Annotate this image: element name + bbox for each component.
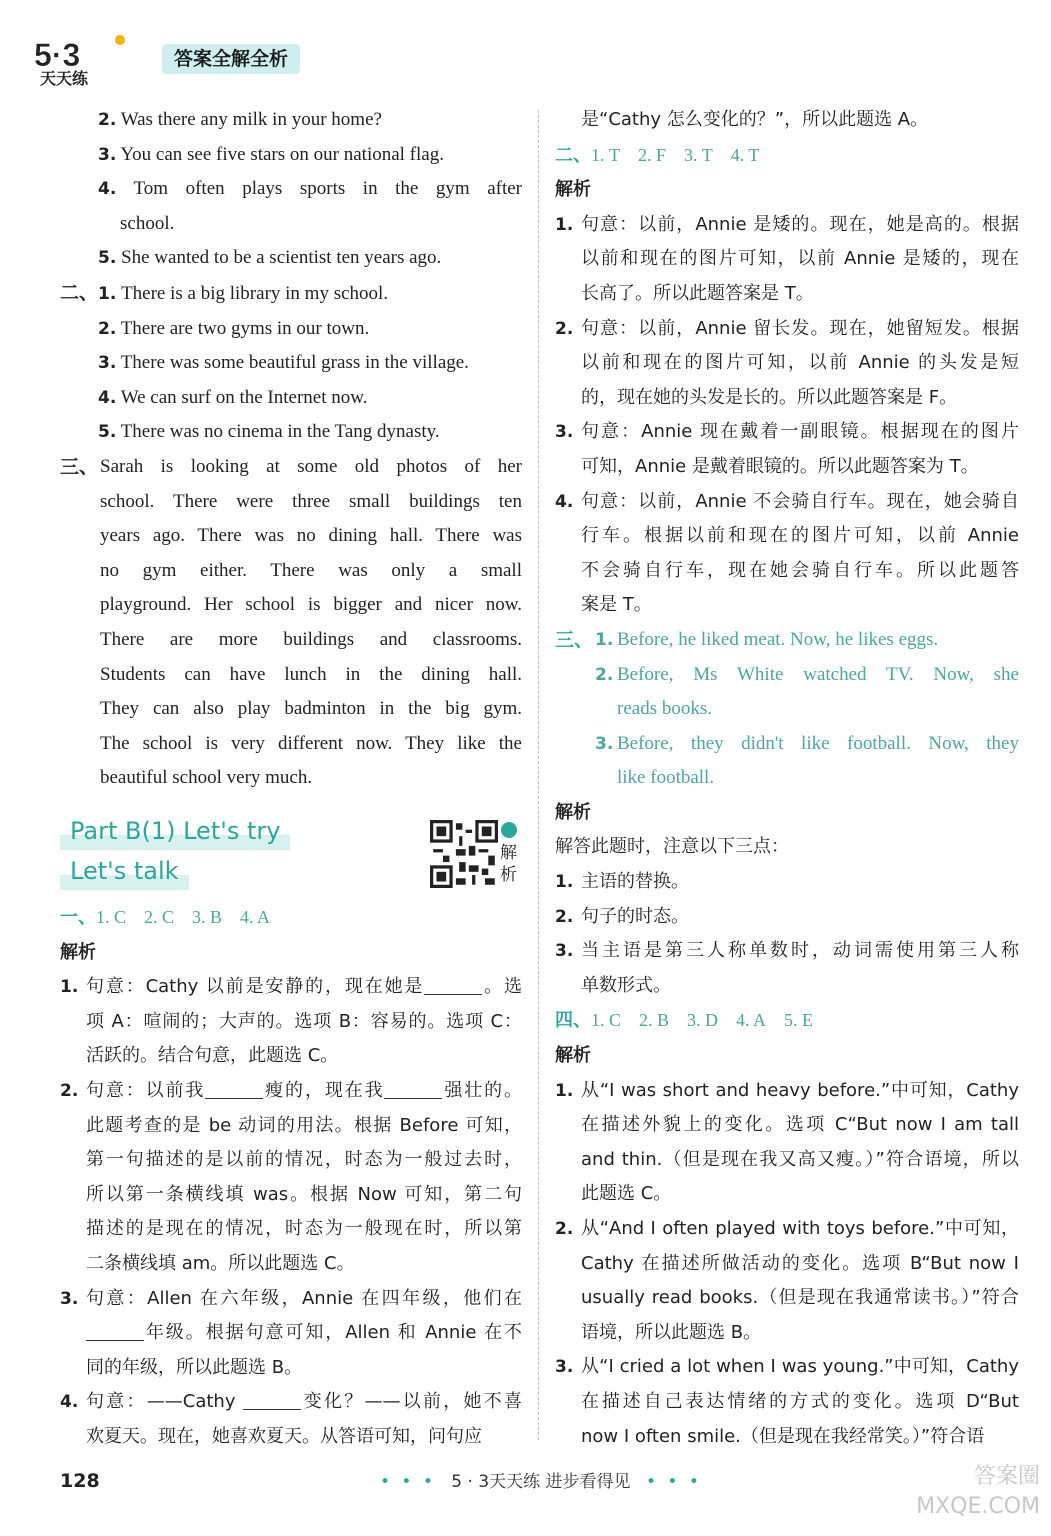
note-line xyxy=(60,1143,522,1178)
page-number: 128 xyxy=(60,1470,100,1492)
note-line xyxy=(555,277,1019,312)
fill-blank xyxy=(205,1078,263,1099)
note-number: 1. xyxy=(555,872,574,893)
answer3-number: 1. xyxy=(595,629,614,650)
unit2-item xyxy=(60,415,522,450)
note-text: 句意：——Cathy 变化？——以前，她不喜 xyxy=(86,1391,522,1413)
item-text: There is a big library in my school. xyxy=(116,282,389,304)
note-text: 主语的替换。 xyxy=(581,871,689,893)
note-text: 句意：Allen 在六年级，Annie 在四年级，他们在 xyxy=(86,1287,522,1309)
note-text: usually read books.（但是现在我通常读书。）”符合 xyxy=(581,1287,1019,1309)
left-notes xyxy=(60,900,522,1455)
section-marker: 二、 xyxy=(60,281,99,304)
note-text: 年级。根据句意可知，Allen 和 Annie 在不 xyxy=(86,1322,522,1343)
note-line xyxy=(60,1178,522,1213)
brand-logo xyxy=(30,30,130,90)
note-number: 2. xyxy=(555,318,574,339)
note-text: 同的年级，所以此题选 B。 xyxy=(86,1356,303,1378)
item-number: 2. xyxy=(98,110,117,130)
note-line xyxy=(555,1420,1019,1455)
note-line xyxy=(555,346,1019,381)
item-text: There was some beautiful grass in the village. xyxy=(116,352,469,374)
passage-line xyxy=(60,519,522,554)
note-text: 案是 T。 xyxy=(581,594,652,616)
unit2-item xyxy=(60,346,522,381)
passage-line xyxy=(60,450,522,485)
unit2-item xyxy=(60,381,522,416)
answer-item: 3. B xyxy=(192,907,223,927)
answer3-line xyxy=(555,761,1019,796)
answer3-line xyxy=(555,623,1019,658)
answers-3 xyxy=(555,623,1019,796)
note-text: Cathy 在描述所做活动的变化。选项 B“But now I xyxy=(581,1252,1019,1274)
item-number: 3. xyxy=(98,353,117,374)
section-marker: 三、 xyxy=(60,455,99,478)
note-text: 此题考查的是 be 动词的用法。根据 Before 可知， xyxy=(86,1114,522,1136)
note-text: 从“I cried a lot when I was young.”中可知，Cathy xyxy=(581,1356,1019,1378)
passage-text: They can also play badminton in the big gym. xyxy=(100,698,522,720)
note-line xyxy=(555,1316,1019,1351)
item-number: 4. xyxy=(98,179,117,200)
note-line xyxy=(60,1109,522,1144)
note-text: 语境，所以此题选 B。 xyxy=(581,1321,762,1343)
note-text: 在描述外貌上的变化。选项 C“But now I am tall xyxy=(581,1114,1019,1136)
answer3-number: 3. xyxy=(595,733,614,754)
note-number: 4. xyxy=(555,491,574,512)
item-number: 2. xyxy=(98,318,117,339)
item-text: school. xyxy=(120,212,175,234)
item-text: There are two gyms in our town. xyxy=(116,317,370,339)
answers-1 xyxy=(60,900,522,936)
note-line xyxy=(555,415,1019,450)
note-line xyxy=(555,312,1019,347)
passage-text: no gym either. There was only a small xyxy=(100,559,522,581)
note-text: 描述的是现在的情况，时态为一般现在时，所以第 xyxy=(86,1218,522,1240)
answer3-text: like football. xyxy=(617,767,715,789)
note-line xyxy=(555,1247,1019,1282)
note-number: 3. xyxy=(555,422,574,443)
part-heading xyxy=(60,812,330,892)
answer-item: 1. C xyxy=(591,1010,622,1031)
part-title-line1: Part B(1) Let's try xyxy=(60,812,290,850)
answer-item: 4. A xyxy=(736,1010,767,1031)
note-text: 在描述自己表达情绪的方式的变化。选项 D“But xyxy=(581,1390,1019,1412)
note-line xyxy=(60,1074,522,1109)
answer3-text: Before, he liked meat. Now, he likes eggs. xyxy=(617,628,939,650)
note-text: and thin.（但是现在我又高又瘦。）”符合语境，所以 xyxy=(581,1148,1019,1170)
note-line xyxy=(555,381,1019,416)
passage-line xyxy=(60,692,522,727)
note-text: 句意：Annie 现在戴着一副眼镜。根据现在的图片 xyxy=(581,421,1019,443)
note-text: 所以第一条横线填 was。根据 Now 可知，第二句 xyxy=(86,1183,522,1205)
item-number: 5. xyxy=(98,248,117,269)
note-text: 以前和现在的图片可知，以前 Annie 的头发是短 xyxy=(581,352,1019,374)
note-line xyxy=(60,970,522,1005)
left-column xyxy=(60,103,522,796)
passage-text: Students can have lunch in the dining hall. xyxy=(100,663,522,685)
unit2-answers xyxy=(60,276,522,450)
note-line xyxy=(555,1385,1019,1420)
note-text: 可知，Annie 是戴着眼镜的。所以此题答案为 T。 xyxy=(581,455,979,477)
passage-line xyxy=(60,658,522,693)
svg-text:天天练: 天天练 xyxy=(40,69,89,88)
note-number: 1. xyxy=(555,1080,574,1101)
item-text: She wanted to be a scientist ten years ago. xyxy=(116,247,442,269)
note-line xyxy=(555,1212,1019,1247)
note-line xyxy=(555,519,1019,554)
note-text: 长高了。所以此题答案是 T。 xyxy=(581,282,814,304)
fill-blank xyxy=(424,974,482,995)
answer3-line xyxy=(555,727,1019,762)
answer-item: 1. C xyxy=(96,907,127,927)
note-text: 此题选 C。 xyxy=(581,1183,672,1205)
note-text: 不会骑自行车，现在她会骑自行车。所以此题答 xyxy=(581,559,1019,581)
note-number: 2. xyxy=(555,906,574,927)
notes-2 xyxy=(555,208,1019,623)
note-line xyxy=(555,1108,1019,1143)
fill-blank xyxy=(86,1320,144,1341)
note-text: 句子的时态。 xyxy=(581,905,689,927)
note-text: 从“I was short and heavy before.”中可知，Cathy xyxy=(581,1079,1019,1101)
answer-marker: 二、 xyxy=(555,144,591,166)
note-line xyxy=(555,1177,1019,1212)
passage-text: years ago. There was no dining hall. There was xyxy=(100,525,522,547)
unit1-item xyxy=(60,172,522,207)
watermark xyxy=(860,1462,1040,1532)
footer-slogan-text: 5 · 3天天练 进步看得见 xyxy=(451,1472,631,1492)
jiexi-label-left: 解析 xyxy=(60,941,96,963)
note-line xyxy=(555,242,1019,277)
passage-line xyxy=(60,727,522,762)
note-text: 从“And I often played with toys before.”中可知， xyxy=(581,1218,1019,1239)
jiexi-label-right-2: 解析 xyxy=(555,801,591,823)
note-line xyxy=(555,934,1019,969)
note-line xyxy=(555,485,1019,520)
answer-item: 3. D xyxy=(687,1010,719,1031)
jiexi-label-right-3: 解析 xyxy=(555,1045,591,1067)
passage-text: The school is very different now. They like the xyxy=(100,732,522,754)
note-text: 以前和现在的图片可知，以前 Annie 是矮的，现在 xyxy=(581,248,1019,270)
note-text: 句意：以前，Annie 是矮的。现在，她是高的。根据 xyxy=(581,213,1019,235)
passage-line xyxy=(60,623,522,658)
answer-item: 2. F xyxy=(638,144,667,165)
note-line xyxy=(60,1247,522,1282)
part-title-line2: Let's talk xyxy=(60,852,189,890)
note-number: 3. xyxy=(60,1288,79,1309)
section-marker: 三、 xyxy=(555,628,594,651)
note-line xyxy=(60,1316,522,1351)
section-label: 答案全解全析 xyxy=(162,44,300,74)
answer3-number: 2. xyxy=(595,664,614,685)
item-text: You can see five stars on our national flag. xyxy=(116,143,444,165)
item-number: 5. xyxy=(98,422,117,443)
note-number: 2. xyxy=(60,1080,79,1101)
unit1-item xyxy=(60,103,522,138)
note-line xyxy=(60,1282,522,1317)
right-column xyxy=(555,103,1019,1454)
answer-item: 2. C xyxy=(144,907,175,927)
note-line xyxy=(60,1005,522,1040)
passage-line xyxy=(60,588,522,623)
note-number: 3. xyxy=(555,1357,574,1378)
note-text: 句意：Cathy 以前是安静的，现在她是 。选 xyxy=(86,976,523,998)
passage-text: school. There were three small buildings ten xyxy=(100,490,522,512)
footer-dots-right: • • • xyxy=(645,1472,702,1492)
note-number: 3. xyxy=(555,941,574,962)
footer-dots-left: • • • xyxy=(380,1472,436,1492)
note-line xyxy=(555,588,1019,623)
note-number: 4. xyxy=(60,1392,79,1413)
item-text: We can surf on the Internet now. xyxy=(116,386,368,408)
note-text: 句意：以前，Annie 留长发。现在，她留短发。根据 xyxy=(581,317,1019,339)
note-text: 单数形式。 xyxy=(581,974,671,996)
answer3-line xyxy=(555,658,1019,693)
watermark-line1: 答案圈 xyxy=(973,1464,1040,1489)
page-header xyxy=(30,30,330,90)
notes-1 xyxy=(60,970,522,1454)
answer-item: 1. T xyxy=(591,144,620,165)
note-text: 行车。根据以前和现在的图片可知，以前 Annie xyxy=(581,525,1019,547)
notes-4 xyxy=(555,1074,1019,1455)
item-text: Was there any milk in your home? xyxy=(116,109,382,130)
answer-item: 3. T xyxy=(684,144,713,165)
column-divider xyxy=(538,110,539,1440)
note-text: 句意：以前我 瘦的，现在我 强壮的。 xyxy=(86,1079,523,1101)
note-line xyxy=(555,1350,1019,1385)
unit1-item xyxy=(60,207,522,242)
unit2-item xyxy=(60,312,522,347)
passage-line xyxy=(60,485,522,520)
unit1-item xyxy=(60,138,522,173)
qr-code-icon[interactable] xyxy=(430,820,498,888)
note-line xyxy=(555,208,1019,243)
fill-blank xyxy=(243,1389,301,1410)
passage-text: Sarah is looking at some old photos of her xyxy=(100,455,522,477)
play-icon[interactable] xyxy=(501,822,517,838)
answers-4 xyxy=(555,1003,1019,1039)
continued-line: 是“Cathy 怎么变化的？”，所以此题选 A。 xyxy=(581,109,929,130)
unit1-answers xyxy=(60,103,522,276)
note-text: 第一句描述的是以前的情况，时态为一般过去时， xyxy=(86,1149,522,1171)
unit3-passage xyxy=(60,450,522,796)
answer3-line xyxy=(555,692,1019,727)
note-line xyxy=(60,1420,522,1455)
item-number: 4. xyxy=(98,387,117,408)
passage-text: playground. Her school is bigger and nicer now. xyxy=(100,594,522,616)
unit2-item xyxy=(60,276,522,312)
note-line xyxy=(60,1212,522,1247)
answer-marker: 四、 xyxy=(555,1010,591,1032)
note-line xyxy=(60,1039,522,1074)
note-line xyxy=(555,865,1019,900)
fill-blank xyxy=(384,1078,442,1099)
note-line xyxy=(555,969,1019,1004)
svg-text:5·3: 5·3 xyxy=(34,37,81,73)
note-number: 1. xyxy=(60,977,79,998)
intro-line: 解答此题时，注意以下三点： xyxy=(555,836,789,858)
answers-2 xyxy=(555,138,1019,174)
note-text: 二条横线填 am。所以此题选 C。 xyxy=(86,1252,355,1274)
answer3-text: Before, Ms White watched TV. Now, she xyxy=(617,663,1019,685)
jiexi-label-right-1: 解析 xyxy=(555,179,591,201)
note-line xyxy=(60,1351,522,1386)
answer3-text: reads books. xyxy=(617,698,712,720)
footer-slogan xyxy=(380,1470,702,1494)
note-number: 1. xyxy=(555,214,574,235)
passage-text: There are more buildings and classrooms. xyxy=(100,628,522,650)
qr-label: 解析 xyxy=(500,843,517,885)
note-text: 句意：以前，Annie 不会骑自行车。现在，她会骑自 xyxy=(581,490,1019,512)
note-text: now I often smile.（但是现在我经常笑。）”符合语 xyxy=(581,1425,985,1447)
answer-item: 4. T xyxy=(730,144,760,165)
passage-line xyxy=(60,554,522,589)
item-text: Tom often plays sports in the gym after xyxy=(116,178,522,200)
note-line xyxy=(555,450,1019,485)
watermark-line2: MXQE.COM xyxy=(916,1494,1040,1519)
note-text: 的，现在她的头发是长的。所以此题答案是 F。 xyxy=(581,386,958,408)
note-line xyxy=(555,554,1019,589)
note-text: 活跃的。结合句意，此题选 C。 xyxy=(86,1045,339,1067)
unit1-item xyxy=(60,241,522,276)
answer3-text: Before, they didn't like football. Now, they xyxy=(617,732,1019,754)
passage-text: beautiful school very much. xyxy=(100,767,313,789)
note-line xyxy=(555,1143,1019,1178)
answer-item: 2. B xyxy=(639,1010,670,1031)
note-text: 当主语是第三人称单数时，动词需使用第三人称 xyxy=(581,940,1019,962)
answer-item: 5. E xyxy=(784,1010,814,1031)
note-line xyxy=(555,1074,1019,1109)
note-text: 项 A：喧闹的；大声的。选项 B：容易的。选项 C： xyxy=(86,1010,522,1032)
points-list xyxy=(555,865,1019,1003)
item-number: 3. xyxy=(98,144,117,165)
item-text: There was no cinema in the Tang dynasty. xyxy=(116,421,440,443)
answer-marker: 一、 xyxy=(60,907,96,928)
note-line xyxy=(60,1385,522,1420)
answer-item: 4. A xyxy=(240,907,271,927)
item-number: 1. xyxy=(98,283,117,304)
note-text: 欢夏天。现在，她喜欢夏天。从答语可知，问句应 xyxy=(86,1425,482,1447)
note-number: 2. xyxy=(555,1219,574,1239)
passage-line xyxy=(60,761,522,796)
note-line xyxy=(555,1281,1019,1316)
note-line xyxy=(555,900,1019,935)
